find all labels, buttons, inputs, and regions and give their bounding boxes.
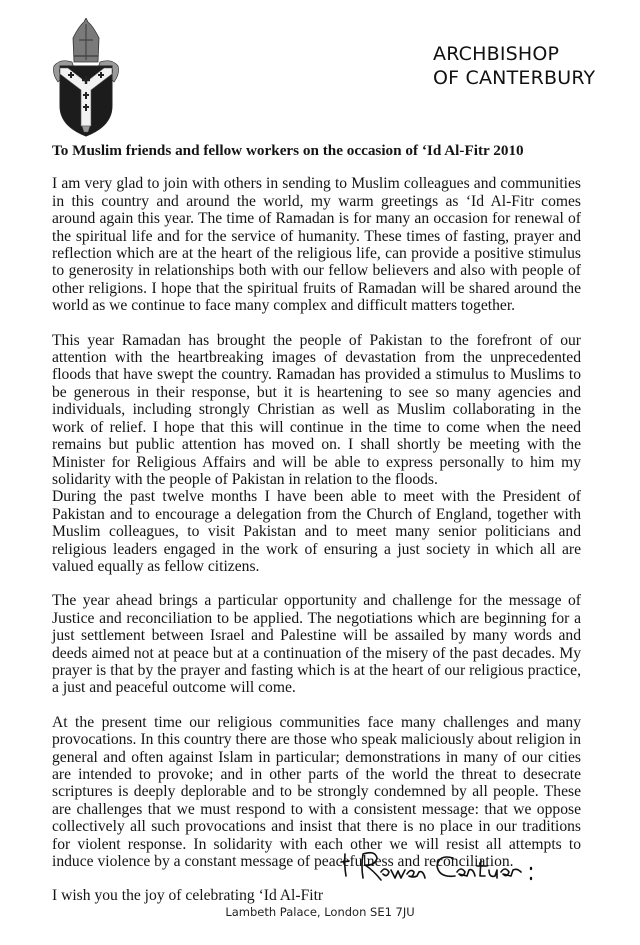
letter-closing: I wish you the joy of celebrating ‘Id Al-Fitr xyxy=(52,887,324,905)
letterhead-line-1: ARCHBISHOP xyxy=(433,43,560,65)
paragraph-pakistan-visit: During the past twelve months I have been able to meet with the President of Pakistan and to encourage a delegation from the Church of England, together with Muslim colleagues, to visit Pakistan and to meet many senior politicians and religious leaders engaged in the work of ensuring a just society in which all are valued equally as fellow citizens. xyxy=(52,488,581,575)
footer-address: Lambeth Palace, London SE1 7JU xyxy=(225,905,415,919)
letterhead-title xyxy=(433,42,633,90)
paragraph-greeting: I am very glad to join with others in sending to Muslim colleagues and communities in this country and around the world, my warm greetings as ‘Id Al-Fitr comes around again this year. The time of Ramadan is for many an occasion for renewal of the spiritual life and for the service of humanity. These times of fasting, prayer and reflection which are at the heart of the religious life, can provide a positive stimulus to generosity in relationships both with our fellow believers and also with people of other religions. I hope that the spiritual fruits of Ramadan will be shared around the world as we continue to face many complex and difficult matters together. xyxy=(52,175,581,315)
letter-body xyxy=(52,142,581,905)
letter-heading: To Muslim friends and fellow workers on the occasion of ‘Id Al-Fitr 2010 xyxy=(52,142,524,159)
signature xyxy=(335,848,595,888)
paragraph-challenges: At the present time our religious communities face many challenges and many provocations. In this country there are those who speak maliciously about religion in general and often against Islam in particular; demonstrations in many of our cities are intended to provoke; and in other parts of the world the threat to desecrate scriptures is deeply deplorable and to be strongly condemned by all people. These are challenges that we must respond to with a consistent message: that we oppose collectively all such provocations and insist that there is no place in our traditions for violent response. In solidarity with each other we will resist all attempts to induce violence by a constant message of peacefulness and reconciliation. xyxy=(52,713,581,871)
coat-of-arms-icon xyxy=(46,18,126,138)
paragraph-year-ahead: The year ahead brings a particular opportunity and challenge for the message of Justice and reconciliation to be applied. The negotiations which are beginning for a just settlement between Israel and Palestine will be assailed by many words and deeds aimed not at peace but at a continuation of the misery of the past decades. My prayer is that by the prayer and fasting which is at the heart of our religious practice, a just and peaceful outcome will come. xyxy=(52,592,581,697)
paragraph-pakistan-floods: This year Ramadan has brought the people of Pakistan to the forefront of our attention with the heartbreaking images of devastation from the unprecedented floods that have swept the country. Ramadan has provided a stimulus to Muslims to be generous in their response, but it is heartening to see so many agencies and individuals, including strongly Christian as well as Muslim collaborating in the work of relief. I hope that this will continue in the time to come when the need remains but public attention has moved on. I shall shortly be meeting with the Minister for Religious Affairs and will be able to express personally to him my solidarity with the people of Pakistan in relation to the floods. xyxy=(52,331,581,488)
letterhead-line-2: OF CANTERBURY xyxy=(433,67,596,89)
